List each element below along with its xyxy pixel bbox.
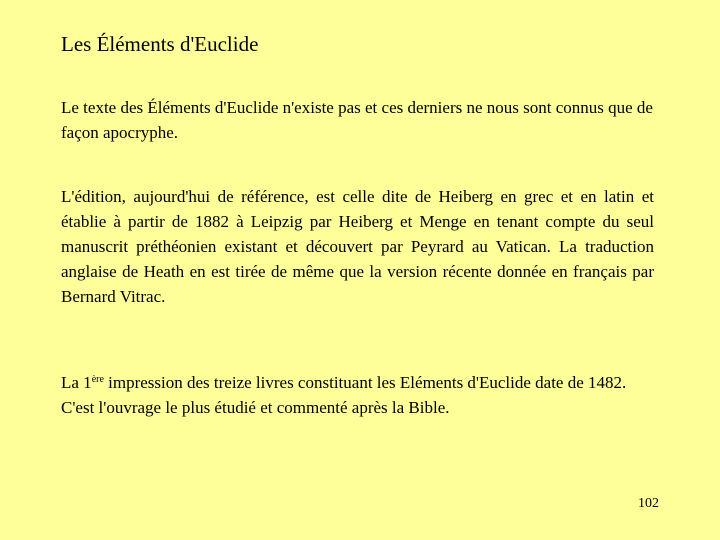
paragraph-first-printing (61, 370, 654, 420)
ordinal-superscript: ère (91, 374, 104, 385)
paragraph-edition: L'édition, aujourd'hui de référence, est celle dite de Heiberg en grec et en latin et établie à partir de 1882 à Leipzig par Heiberg et Menge en tenant compte du seul manuscrit préthéonien existant et découvert par Peyrard au Vatican. La traduction anglaise de Heath en est tirée de même que la version récente donnée en français par Bernard Vitrac. (61, 187, 654, 306)
first-printing-prefix: La 1 (61, 373, 92, 392)
page-number: 102 (638, 496, 659, 511)
first-printing-text: impression des treize livres constituant les Eléments d'Euclide date de 1482. C'est l'ouvrage le plus étudié et commenté après la Bible. (61, 373, 627, 417)
paragraph-intro: Le texte des Éléments d'Euclide n'existe pas et ces derniers ne nous sont connus que de façon apocryphe. (61, 98, 653, 142)
slide-title: Les Éléments d'Euclide (61, 32, 259, 56)
